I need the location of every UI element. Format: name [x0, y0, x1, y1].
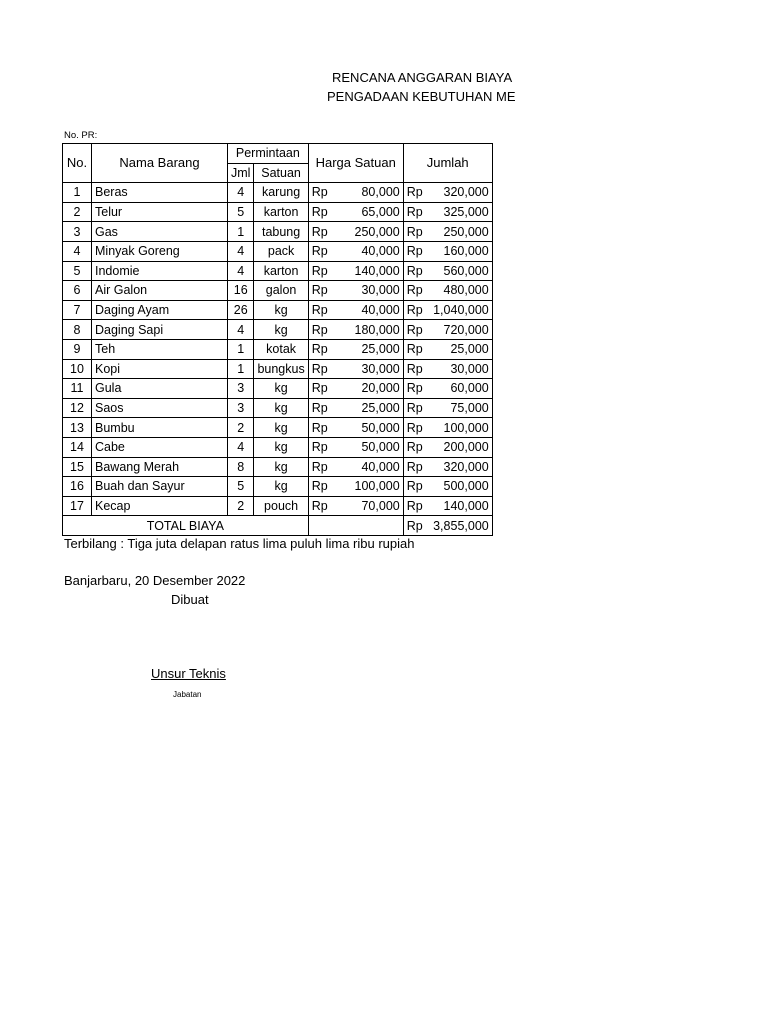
- header-no: No.: [63, 144, 92, 183]
- header-harga-satuan: Harga Satuan: [308, 144, 403, 183]
- currency-label: Rp: [406, 185, 423, 200]
- currency-label: Rp: [406, 205, 423, 220]
- row-unit: kotak: [254, 339, 308, 359]
- table-row: [63, 398, 493, 418]
- table-row: [63, 477, 493, 497]
- amount-value: 100,000: [443, 420, 489, 435]
- row-item-name: Kecap: [92, 496, 228, 516]
- row-unit-price: [308, 241, 403, 261]
- unit-price-value: 25,000: [361, 401, 400, 416]
- row-no: 9: [63, 339, 92, 359]
- row-amount: [403, 379, 492, 399]
- currency-label: Rp: [406, 224, 423, 239]
- amount-value: 480,000: [443, 283, 489, 298]
- currency-label: Rp: [406, 283, 423, 298]
- table-row: [63, 261, 493, 281]
- row-no: 10: [63, 359, 92, 379]
- row-qty: 2: [228, 418, 254, 438]
- row-item-name: Saos: [92, 398, 228, 418]
- unit-price-value: 25,000: [361, 342, 400, 357]
- row-unit-price: [308, 457, 403, 477]
- currency-label: Rp: [311, 342, 328, 357]
- row-amount: [403, 241, 492, 261]
- row-qty: 4: [228, 183, 254, 203]
- row-amount: [403, 477, 492, 497]
- currency-label: Rp: [311, 303, 328, 318]
- row-unit-price: [308, 477, 403, 497]
- currency-label: Rp: [311, 263, 328, 278]
- header-nama-barang: Nama Barang: [92, 144, 228, 183]
- currency-label: Rp: [406, 381, 423, 396]
- row-amount: [403, 496, 492, 516]
- unit-price-value: 40,000: [361, 244, 400, 259]
- currency-label: Rp: [406, 459, 423, 474]
- table-row: [63, 496, 493, 516]
- currency-label: Rp: [311, 322, 328, 337]
- row-amount: [403, 418, 492, 438]
- row-unit-price: [308, 359, 403, 379]
- currency-label: Rp: [406, 303, 423, 318]
- row-item-name: Minyak Goreng: [92, 241, 228, 261]
- row-no: 3: [63, 222, 92, 242]
- row-unit-price: [308, 418, 403, 438]
- amount-value: 320,000: [443, 185, 489, 200]
- row-amount: [403, 300, 492, 320]
- row-amount: [403, 261, 492, 281]
- row-qty: 1: [228, 222, 254, 242]
- currency-label: Rp: [406, 420, 423, 435]
- dibuat-label: Dibuat: [171, 592, 209, 607]
- unit-price-value: 30,000: [361, 361, 400, 376]
- row-amount: [403, 202, 492, 222]
- row-unit: karton: [254, 202, 308, 222]
- row-unit: pouch: [254, 496, 308, 516]
- row-unit: bungkus: [254, 359, 308, 379]
- row-item-name: Teh: [92, 339, 228, 359]
- currency-label: Rp: [311, 459, 328, 474]
- row-item-name: Bawang Merah: [92, 457, 228, 477]
- amount-value: 30,000: [450, 361, 489, 376]
- total-empty-cell: [308, 516, 403, 536]
- amount-value: 200,000: [443, 440, 489, 455]
- total-row: [63, 516, 493, 536]
- unit-price-value: 140,000: [354, 263, 400, 278]
- row-amount: [403, 339, 492, 359]
- row-no: 2: [63, 202, 92, 222]
- row-qty: 3: [228, 398, 254, 418]
- table-row: [63, 339, 493, 359]
- header-jumlah: Jumlah: [403, 144, 492, 183]
- row-amount: [403, 320, 492, 340]
- currency-label: Rp: [406, 322, 423, 337]
- amount-value: 320,000: [443, 459, 489, 474]
- amount-value: 720,000: [443, 322, 489, 337]
- table-row: [63, 379, 493, 399]
- unit-price-value: 65,000: [361, 205, 400, 220]
- row-unit-price: [308, 379, 403, 399]
- row-unit-price: [308, 281, 403, 301]
- row-amount: [403, 457, 492, 477]
- row-amount: [403, 281, 492, 301]
- currency-label: Rp: [406, 518, 423, 533]
- currency-label: Rp: [406, 244, 423, 259]
- table-row: [63, 437, 493, 457]
- row-qty: 5: [228, 202, 254, 222]
- amount-value: 160,000: [443, 244, 489, 259]
- row-item-name: Indomie: [92, 261, 228, 281]
- row-unit: karton: [254, 261, 308, 281]
- currency-label: Rp: [311, 498, 328, 513]
- table-row: [63, 457, 493, 477]
- row-unit: pack: [254, 241, 308, 261]
- amount-value: 250,000: [443, 224, 489, 239]
- currency-label: Rp: [311, 381, 328, 396]
- row-unit-price: [308, 300, 403, 320]
- terbilang-text: Terbilang : Tiga juta delapan ratus lima puluh lima ribu rupiah: [64, 536, 415, 551]
- row-unit: kg: [254, 457, 308, 477]
- row-item-name: Bumbu: [92, 418, 228, 438]
- row-unit: kg: [254, 379, 308, 399]
- row-unit: tabung: [254, 222, 308, 242]
- unit-price-value: 40,000: [361, 459, 400, 474]
- row-unit: kg: [254, 477, 308, 497]
- table-row: [63, 202, 493, 222]
- row-amount: [403, 359, 492, 379]
- currency-label: Rp: [406, 498, 423, 513]
- currency-label: Rp: [406, 440, 423, 455]
- currency-label: Rp: [311, 440, 328, 455]
- unit-price-value: 50,000: [361, 440, 400, 455]
- currency-label: Rp: [311, 283, 328, 298]
- row-amount: [403, 437, 492, 457]
- row-unit: kg: [254, 398, 308, 418]
- row-no: 1: [63, 183, 92, 203]
- currency-label: Rp: [311, 205, 328, 220]
- row-qty: 4: [228, 437, 254, 457]
- row-unit-price: [308, 183, 403, 203]
- row-qty: 8: [228, 457, 254, 477]
- amount-value: 25,000: [450, 342, 489, 357]
- amount-value: 140,000: [443, 498, 489, 513]
- total-label: TOTAL BIAYA: [63, 516, 309, 536]
- row-qty: 4: [228, 261, 254, 281]
- table-row: [63, 222, 493, 242]
- row-unit-price: [308, 261, 403, 281]
- unit-price-value: 70,000: [361, 498, 400, 513]
- row-no: 13: [63, 418, 92, 438]
- row-no: 7: [63, 300, 92, 320]
- row-qty: 3: [228, 379, 254, 399]
- row-item-name: Daging Sapi: [92, 320, 228, 340]
- currency-label: Rp: [311, 244, 328, 259]
- row-item-name: Gula: [92, 379, 228, 399]
- currency-label: Rp: [406, 263, 423, 278]
- row-qty: 26: [228, 300, 254, 320]
- row-unit-price: [308, 202, 403, 222]
- row-item-name: Gas: [92, 222, 228, 242]
- total-value-cell: [403, 516, 492, 536]
- row-unit-price: [308, 222, 403, 242]
- row-unit: karung: [254, 183, 308, 203]
- amount-value: 325,000: [443, 205, 489, 220]
- row-no: 14: [63, 437, 92, 457]
- budget-table: [62, 143, 493, 536]
- currency-label: Rp: [311, 185, 328, 200]
- row-unit: kg: [254, 418, 308, 438]
- row-qty: 4: [228, 320, 254, 340]
- table-row: [63, 281, 493, 301]
- amount-value: 75,000: [450, 401, 489, 416]
- row-no: 15: [63, 457, 92, 477]
- unit-price-value: 100,000: [354, 479, 400, 494]
- row-item-name: Telur: [92, 202, 228, 222]
- no-pr-label: No. PR:: [64, 130, 98, 141]
- row-no: 17: [63, 496, 92, 516]
- row-unit-price: [308, 437, 403, 457]
- signer-position: Jabatan: [173, 690, 202, 699]
- unit-price-value: 20,000: [361, 381, 400, 396]
- currency-label: Rp: [406, 401, 423, 416]
- row-amount: [403, 222, 492, 242]
- row-unit: kg: [254, 300, 308, 320]
- row-unit-price: [308, 398, 403, 418]
- currency-label: Rp: [406, 361, 423, 376]
- amount-value: 560,000: [443, 263, 489, 278]
- currency-label: Rp: [311, 361, 328, 376]
- row-qty: 5: [228, 477, 254, 497]
- row-amount: [403, 398, 492, 418]
- row-item-name: Daging Ayam: [92, 300, 228, 320]
- document-subtitle: PENGADAAN KEBUTUHAN ME: [327, 89, 516, 104]
- row-unit: kg: [254, 320, 308, 340]
- header-satuan: Satuan: [254, 163, 308, 183]
- row-no: 12: [63, 398, 92, 418]
- signer-name: Unsur Teknis: [151, 666, 226, 681]
- row-unit-price: [308, 320, 403, 340]
- document-title: RENCANA ANGGARAN BIAYA: [332, 70, 513, 85]
- currency-label: Rp: [406, 342, 423, 357]
- header-permintaan: Permintaan: [228, 144, 309, 164]
- table-row: [63, 300, 493, 320]
- unit-price-value: 250,000: [354, 224, 400, 239]
- row-qty: 4: [228, 241, 254, 261]
- currency-label: Rp: [311, 420, 328, 435]
- row-item-name: Buah dan Sayur: [92, 477, 228, 497]
- row-unit-price: [308, 496, 403, 516]
- amount-value: 1,040,000: [433, 303, 489, 318]
- unit-price-value: 80,000: [361, 185, 400, 200]
- row-qty: 1: [228, 359, 254, 379]
- table-row: [63, 241, 493, 261]
- row-no: 8: [63, 320, 92, 340]
- row-qty: 16: [228, 281, 254, 301]
- amount-value: 500,000: [443, 479, 489, 494]
- table-row: [63, 183, 493, 203]
- header-jml: Jml: [228, 163, 254, 183]
- currency-label: Rp: [406, 479, 423, 494]
- table-row: [63, 418, 493, 438]
- row-no: 5: [63, 261, 92, 281]
- row-item-name: Kopi: [92, 359, 228, 379]
- amount-value: 60,000: [450, 381, 489, 396]
- row-amount: [403, 183, 492, 203]
- place-date: Banjarbaru, 20 Desember 2022: [64, 573, 246, 588]
- row-item-name: Beras: [92, 183, 228, 203]
- currency-label: Rp: [311, 401, 328, 416]
- unit-price-value: 30,000: [361, 283, 400, 298]
- currency-label: Rp: [311, 224, 328, 239]
- row-unit: galon: [254, 281, 308, 301]
- total-value: 3,855,000: [433, 518, 489, 533]
- row-unit-price: [308, 339, 403, 359]
- unit-price-value: 50,000: [361, 420, 400, 435]
- unit-price-value: 40,000: [361, 303, 400, 318]
- table-row: [63, 359, 493, 379]
- unit-price-value: 180,000: [354, 322, 400, 337]
- row-item-name: Cabe: [92, 437, 228, 457]
- row-item-name: Air Galon: [92, 281, 228, 301]
- row-no: 11: [63, 379, 92, 399]
- row-qty: 2: [228, 496, 254, 516]
- currency-label: Rp: [311, 479, 328, 494]
- row-unit: kg: [254, 437, 308, 457]
- row-no: 6: [63, 281, 92, 301]
- row-no: 4: [63, 241, 92, 261]
- row-no: 16: [63, 477, 92, 497]
- row-qty: 1: [228, 339, 254, 359]
- table-row: [63, 320, 493, 340]
